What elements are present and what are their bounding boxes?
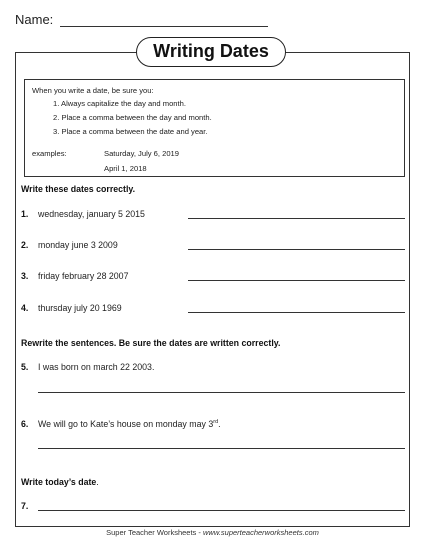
- rule-item: 1. Always capitalize the day and month.: [53, 99, 186, 108]
- section3-heading-text: Write today’s date: [21, 477, 97, 487]
- answer-line[interactable]: [38, 392, 405, 393]
- answer-line[interactable]: [188, 312, 405, 313]
- section1-heading: Write these dates correctly.: [21, 184, 136, 194]
- question-number: 7.: [21, 501, 29, 511]
- answer-line[interactable]: [188, 280, 405, 281]
- question-number: 4.: [21, 303, 29, 313]
- examples-label: examples:: [32, 149, 67, 158]
- question-text: wednesday, january 5 2015: [38, 209, 145, 219]
- footer-prefix: Super Teacher Worksheets -: [106, 528, 203, 537]
- section3-heading: [21, 477, 99, 487]
- question-number: 3.: [21, 271, 29, 281]
- rules-intro: When you write a date, be sure you:: [32, 86, 154, 95]
- question-number: 6.: [21, 419, 29, 429]
- rule-item: 2. Place a comma between the day and month.: [53, 113, 212, 122]
- question-number: 2.: [21, 240, 29, 250]
- section2-heading: Rewrite the sentences. Be sure the dates are written correctly.: [21, 338, 281, 348]
- example-date: Saturday, July 6, 2019: [104, 149, 179, 158]
- rules-box: [24, 79, 405, 177]
- question-text-end: .: [218, 419, 221, 429]
- rules-list: [53, 99, 212, 141]
- question-text: thursday july 20 1969: [38, 303, 122, 313]
- name-answer-line[interactable]: [60, 26, 268, 27]
- answer-line[interactable]: [188, 249, 405, 250]
- answer-line[interactable]: [188, 218, 405, 219]
- question-number: 1.: [21, 209, 29, 219]
- name-label: Name:: [15, 12, 54, 27]
- question-text: friday february 28 2007: [38, 271, 129, 281]
- ordinal-suffix: rd: [213, 419, 219, 426]
- question-number: 5.: [21, 362, 29, 372]
- footer-link[interactable]: www.superteacherworksheets.com: [202, 528, 319, 537]
- page-title: Writing Dates: [136, 37, 286, 67]
- section3-heading-end: .: [96, 477, 99, 487]
- rule-item: 3. Place a comma between the date and year.: [53, 127, 208, 136]
- answer-line[interactable]: [38, 448, 405, 449]
- question-text-main: We will go to Kate’s house on monday may 3: [38, 419, 214, 429]
- question-text: I was born on march 22 2003.: [38, 362, 155, 372]
- question-text: [38, 419, 221, 429]
- answer-line[interactable]: [38, 510, 405, 511]
- example-date: April 1, 2018: [104, 164, 147, 173]
- footer: [0, 528, 425, 537]
- question-text: monday june 3 2009: [38, 240, 118, 250]
